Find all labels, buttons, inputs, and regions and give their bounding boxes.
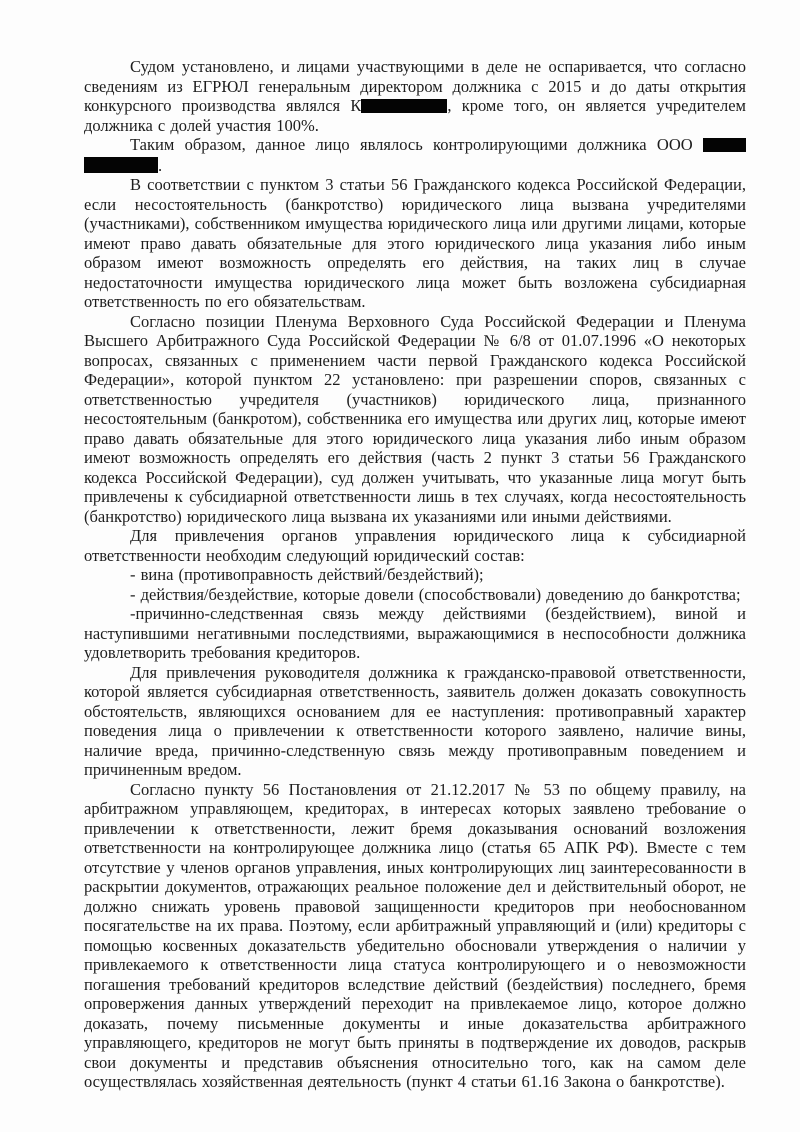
document-paragraph — [84, 663, 746, 780]
redaction-box — [361, 99, 447, 113]
paragraph-text: - действия/бездействие, которые довели (способствовали) доведению до банкротства; — [130, 584, 741, 604]
redaction-box — [703, 138, 746, 152]
paragraph-text: Согласно пункту 56 Постановления от 21.12.2017 № 53 по общему правилу, на арбитражном управляющем, кредиторах, в интересах которых заявлено требование о привлечении к ответственности, лежит бремя доказывания оснований возложения ответственности на контролирующее должника лицо (статья 65 АПК РФ). Вместе с тем отсутствие у членов органов управления, иных контролирующих лиц заинтересованности в раскрытии документов, отражающих реальное положение дел и действительный оборот, не должно снижать уровень правовой защищенности кредиторов при необоснованном посягательстве на их права. Поэтому, если арбитражный управляющий и (или) кредиторы с помощью косвенных доказательств убедительно обосновали утверждения о наличии у привлекаемого к ответственности лица статуса контролирующего и о невозможности погашения требований кредиторов вследствие действий (бездействия) последнего, бремя опровержения данных утверждений переходит на привлекаемое лицо, которое должно доказать, почему письменные документы и иные доказательства арбитражного управляющего, кредиторов не могут быть приняты в подтверждение их доводов, раскрыв свои документы и представив объяснения относительно того, как на самом деле осуществлялась хозяйственная деятельность (пункт 4 статьи 61.16 Закона о банкротстве). — [84, 779, 746, 1091]
document-paragraph — [84, 565, 746, 585]
paragraph-text: . — [158, 155, 163, 175]
paragraph-text: , кроме того, он является учредителем должника с долей участия 100%. — [84, 96, 746, 135]
document-paragraph — [84, 585, 746, 605]
document-text-block — [84, 57, 746, 1092]
paragraph-text: Для привлечения руководителя должника к гражданско-правовой ответственности, которой является субсидиарная ответственность, заявитель должен доказать совокупность обстоятельств, являющихся основанием для ее наступления: противоправный характер поведения лица о привлечении к ответственности которого заявлено, наличие вины, наличие вреда, причинно-следственную связь между противоправным поведением и причиненным вредом. — [84, 662, 746, 779]
paragraph-text: В соответствии с пунктом 3 статьи 56 Гражданского кодекса Российской Федерации, если несостоятельность (банкротство) юридического лица вызвана учредителями (участниками), собственником имущества юридического лица или другими лицами, которые имеют право давать обязательные для этого юридического лица указания либо иным образом имеют возможность определять его действия, на таких лиц в случае недостаточности имущества юридического лица может быть возложена субсидиарная ответственность по его обязательствам. — [84, 175, 746, 311]
redaction-box — [84, 157, 158, 173]
document-paragraph — [84, 57, 746, 135]
document-paragraph — [84, 526, 746, 565]
paragraph-text: Судом установлено, и лицами участвующими в деле не оспаривается, что согласно сведениям из ЕГРЮЛ генеральным директором должника с 2015 и до даты открытия конкурсного производства являлся К — [84, 57, 746, 115]
document-paragraph — [84, 780, 746, 1092]
document-paragraph — [84, 604, 746, 663]
paragraph-text: - вина (противоправность действий/бездействий); — [130, 565, 484, 584]
document-paragraph — [84, 135, 746, 175]
document-paragraph — [84, 175, 746, 312]
document-paragraph — [84, 312, 746, 527]
paragraph-text: Таким образом, данное лицо являлось контролирующими должника ООО — [130, 135, 703, 154]
paragraph-text: Для привлечения органов управления юридического лица к субсидиарной ответственности необходим следующий юридический состав: — [84, 526, 746, 565]
paragraph-text: -причинно-следственная связь между действиями (бездействием), виной и наступившими негативными последствиями, выражающимися в неспособности должника удовлетворить требования кредиторов. — [84, 604, 746, 662]
paragraph-text: Согласно позиции Пленума Верховного Суда Российской Федерации и Пленума Высшего Арбитражного Суда Российской Федерации № 6/8 от 01.07.1996 «О некоторых вопросах, связанных с применением части первой Гражданского кодекса Российской Федерации», которой пунктом 22 установлено: при разрешении споров, связанных с ответственностью учредителя (участников) юридического лица, признанного несостоятельным (банкротом), собственника его имущества или других лиц, которые имеют право давать обязательные для этого юридического лица указания либо иным образом имеют возможность определять его действия (часть 2 пункт 3 статьи 56 Гражданского кодекса Российской Федерации), суд должен учитывать, что указанные лица могут быть привлечены к субсидиарной ответственности лишь в тех случаях, когда несостоятельность (банкротство) юридического лица вызвана их указаниями или иными действиями. — [84, 311, 746, 526]
